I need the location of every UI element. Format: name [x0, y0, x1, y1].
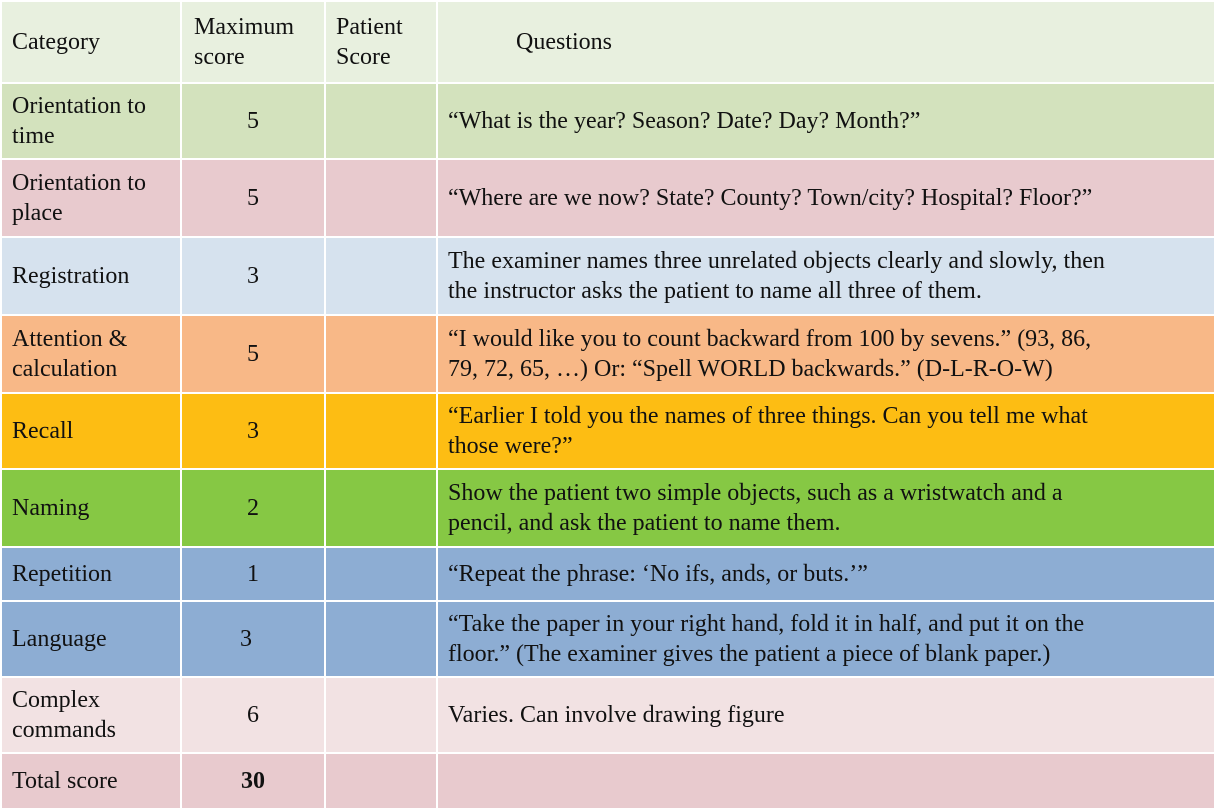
header-max-score-line1: Maximum [194, 14, 294, 40]
question-line2: those were?” [448, 433, 573, 459]
category-cell [1, 601, 181, 677]
patient-score-cell [325, 159, 437, 237]
header-patient-score [325, 1, 437, 83]
category-cell [1, 547, 181, 601]
table-row [1, 159, 1214, 237]
category-line2: time [12, 123, 55, 149]
category-line1: Registration [12, 263, 130, 289]
question-line1: “Earlier I told you the names of three things. Can you tell me what [448, 403, 1088, 429]
category-line1: Orientation to [12, 170, 146, 196]
question-cell [437, 677, 1214, 753]
question-line1: “What is the year? Season? Date? Day? Month?” [448, 108, 921, 134]
header-patient-score-line2: Score [336, 44, 391, 70]
category-line1: Language [12, 626, 107, 652]
category-line1: Repetition [12, 561, 112, 587]
patient-score-cell [325, 237, 437, 315]
header-row [1, 1, 1214, 83]
patient-score-cell [325, 601, 437, 677]
max-score-cell [181, 469, 325, 547]
category-line1: Attention & [12, 326, 128, 352]
header-questions [437, 1, 1214, 83]
question-line2: pencil, and ask the patient to name them. [448, 510, 841, 536]
category-cell [1, 469, 181, 547]
patient-score-cell [325, 677, 437, 753]
category-line2: calculation [12, 356, 118, 382]
max-score-value: 1 [247, 561, 259, 587]
category-line1: Complex [12, 687, 100, 713]
max-score-value: 3 [247, 418, 259, 444]
header-max-score [181, 1, 325, 83]
category-cell [1, 159, 181, 237]
table-row [1, 315, 1214, 393]
question-line1: Show the patient two simple objects, such as a wristwatch and a [448, 480, 1063, 506]
category-cell [1, 315, 181, 393]
question-line1: “I would like you to count backward from 100 by sevens.” (93, 86, [448, 326, 1092, 352]
table-row [1, 677, 1214, 753]
question-cell [437, 753, 1214, 809]
patient-score-cell [325, 753, 437, 809]
total-max-score-value: 30 [241, 768, 265, 794]
table-row [1, 237, 1214, 315]
question-line1: “Where are we now? State? County? Town/city? Hospital? Floor?” [448, 185, 1093, 211]
patient-score-cell [325, 83, 437, 159]
header-category-label: Category [12, 29, 100, 55]
max-score-value: 5 [247, 108, 259, 134]
question-line1: “Repeat the phrase: ‘No ifs, ands, or buts.’” [448, 561, 868, 587]
question-line1: “Take the paper in your right hand, fold it in half, and put it on the [448, 611, 1085, 637]
question-cell [437, 315, 1214, 393]
patient-score-cell [325, 469, 437, 547]
question-cell [437, 601, 1214, 677]
max-score-value: 5 [247, 341, 259, 367]
category-cell [1, 677, 181, 753]
question-cell [437, 547, 1214, 601]
category-cell [1, 83, 181, 159]
category-line1: Naming [12, 495, 90, 521]
max-score-cell [181, 159, 325, 237]
table-row [1, 547, 1214, 601]
table-row [1, 469, 1214, 547]
question-line1: Varies. Can involve drawing figure [448, 702, 785, 728]
total-row [1, 753, 1214, 809]
max-score-cell [181, 601, 325, 677]
header-max-score-line2: score [194, 44, 245, 70]
patient-score-cell [325, 315, 437, 393]
category-cell [1, 237, 181, 315]
max-score-value: 3 [247, 263, 259, 289]
patient-score-cell [325, 393, 437, 469]
question-cell [437, 237, 1214, 315]
category-line1: Orientation to [12, 93, 146, 119]
max-score-cell [181, 237, 325, 315]
header-patient-score-line1: Patient [336, 14, 403, 40]
category-cell [1, 753, 181, 809]
max-score-cell [181, 393, 325, 469]
question-cell [437, 159, 1214, 237]
total-score-label: Total score [12, 768, 118, 794]
table-row [1, 83, 1214, 159]
header-category [1, 1, 181, 83]
table-row [1, 393, 1214, 469]
max-score-cell [181, 315, 325, 393]
category-line1: Recall [12, 418, 74, 444]
max-score-cell [181, 677, 325, 753]
max-score-cell [181, 547, 325, 601]
question-line1: The examiner names three unrelated objects clearly and slowly, then [448, 248, 1105, 274]
max-score-value: 6 [247, 702, 259, 728]
max-score-value: 3 [240, 626, 252, 652]
table-row [1, 601, 1214, 677]
question-line2: floor.” (The examiner gives the patient a piece of blank paper.) [448, 641, 1051, 667]
question-cell [437, 393, 1214, 469]
max-score-value: 5 [247, 185, 259, 211]
max-score-cell [181, 753, 325, 809]
category-line2: commands [12, 717, 116, 743]
category-cell [1, 393, 181, 469]
question-cell [437, 469, 1214, 547]
question-line2: the instructor asks the patient to name all three of them. [448, 278, 982, 304]
patient-score-cell [325, 547, 437, 601]
question-line2: 79, 72, 65, …) Or: “Spell WORLD backwards.” (D-L-R-O-W) [448, 356, 1053, 382]
max-score-cell [181, 83, 325, 159]
category-line2: place [12, 200, 63, 226]
question-cell [437, 83, 1214, 159]
max-score-value: 2 [247, 495, 259, 521]
header-questions-label: Questions [516, 29, 612, 55]
